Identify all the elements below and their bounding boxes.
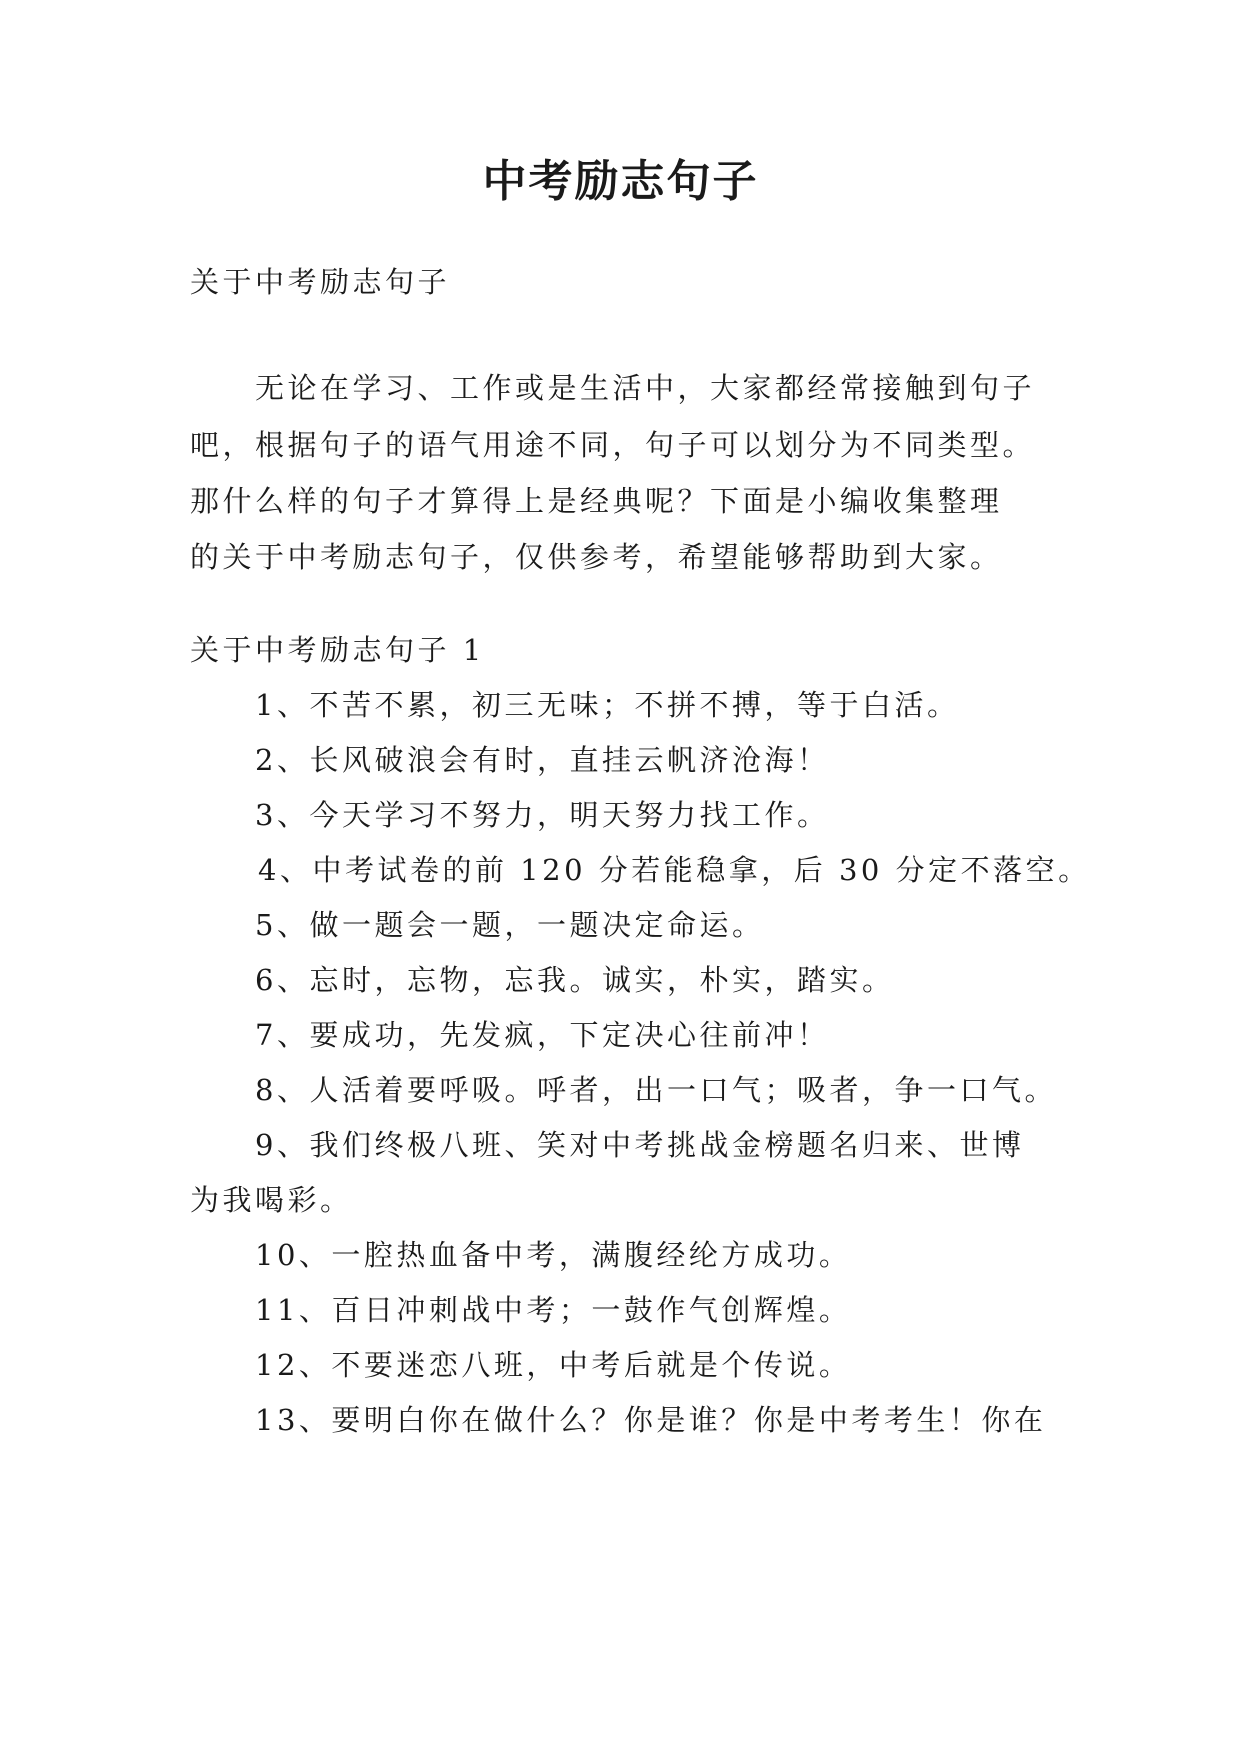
list-item: 1、不苦不累，初三无味；不拼不搏，等于白活。 xyxy=(255,688,960,722)
intro-line-1: 无论在学习、工作或是生活中，大家都经常接触到句子 xyxy=(255,371,1036,405)
intro-line-3: 那什么样的句子才算得上是经典呢？下面是小编收集整理 xyxy=(190,484,1003,518)
intro-line-2: 吧，根据句子的语气用途不同，句子可以划分为不同类型。 xyxy=(190,428,1036,462)
list-item: 2、长风破浪会有时，直挂云帆济沧海！ xyxy=(255,743,830,777)
list-item: 13、要明白你在做什么？你是谁？你是中考考生！你在 xyxy=(255,1403,1047,1437)
list-item: 8、人活着要呼吸。呼者，出一口气；吸者，争一口气。 xyxy=(255,1073,1057,1107)
list-item: 3、今天学习不努力，明天努力找工作。 xyxy=(255,798,830,832)
list-item: 5、做一题会一题，一题决定命运。 xyxy=(255,908,765,942)
list-item: 9、我们终极八班、笑对中考挑战金榜题名归来、世博 xyxy=(255,1128,1025,1162)
list-item: 12、不要迷恋八班，中考后就是个传说。 xyxy=(255,1348,852,1382)
list-item: 10、一腔热血备中考，满腹经纶方成功。 xyxy=(255,1238,852,1272)
document-title: 中考励志句子 xyxy=(482,156,759,207)
list-item: 6、忘时，忘物，忘我。诚实，朴实，踏实。 xyxy=(255,963,895,997)
list-item-continuation: 为我喝彩。 xyxy=(190,1183,353,1217)
list-item: 11、百日冲刺战中考；一鼓作气创辉煌。 xyxy=(255,1293,852,1327)
list-item: 4、中考试卷的前 120 分若能稳拿，后 30 分定不落空。 xyxy=(258,853,1091,887)
heading-about: 关于中考励志句子 xyxy=(190,265,451,299)
intro-line-4: 的关于中考励志句子，仅供参考，希望能够帮助到大家。 xyxy=(190,540,1003,574)
section-heading: 关于中考励志句子 1 xyxy=(190,633,485,667)
list-item: 7、要成功，先发疯，下定决心往前冲！ xyxy=(255,1018,830,1052)
